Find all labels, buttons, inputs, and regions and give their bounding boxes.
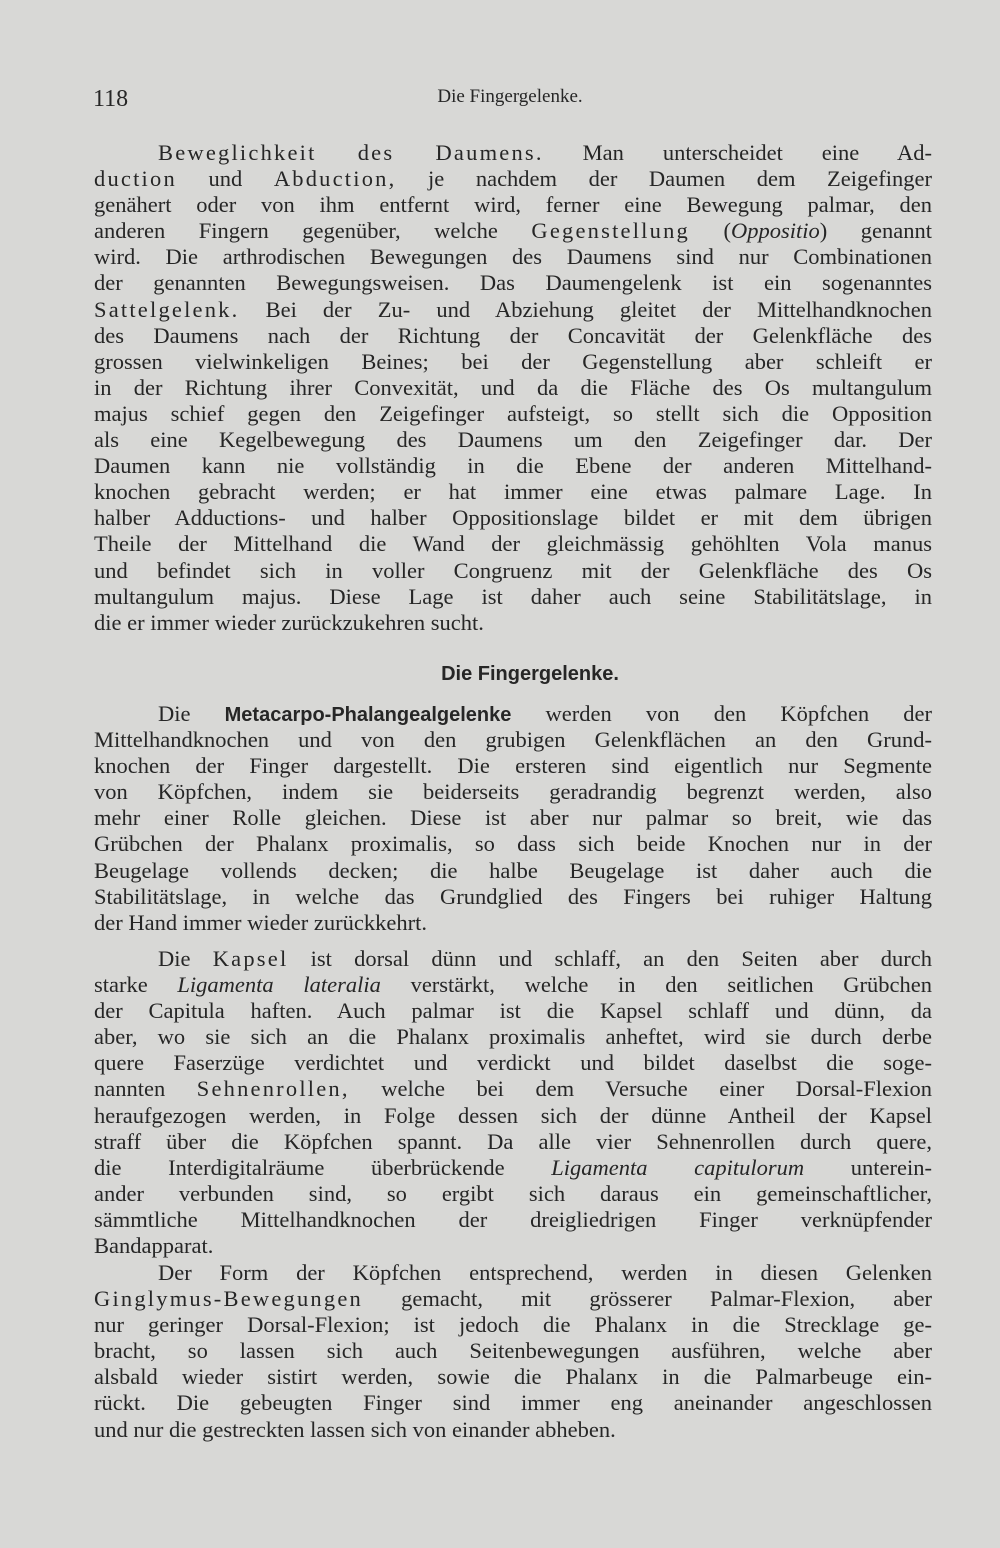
text-run: ( [689,218,731,244]
text-line [94,244,932,270]
text-run: als eine Kegelbewegung des Daumens um den Zeigefinger dar. Der [94,427,932,453]
spaced-term: Ginglymus-Bewegungen [94,1286,363,1312]
text-line [94,401,932,427]
spaced-term: duction [94,166,177,192]
text-run: mehr einer Rolle gleichen. Diese ist aber nur palmar so breit, wie das [94,805,932,831]
text-line [94,1260,932,1286]
paragraph-movements [94,1260,932,1443]
text-line [94,831,932,857]
text-run: ) genannt [819,218,932,244]
text-run: knochen gebracht werden; er hat immer eine etwas palmare Lage. In [94,479,932,505]
text-run: des Daumens nach der Richtung der Concavität der Gelenkfläche des [94,322,932,348]
text-line [94,1024,932,1050]
text-run: Bei der Zu- und Abziehung gleitet der Mittelhandknochen [239,296,932,322]
text-line [94,779,932,805]
spaced-term: Abduction, [273,166,397,192]
text-run: gemacht, mit grösserer Palmar-Flexion, aber [362,1286,932,1312]
text-run: Bandapparat. [94,1233,214,1259]
text-run: Man unterscheidet eine Ad- [543,140,932,165]
text-run: und [176,166,274,192]
text-line [94,1076,932,1102]
text-run: der Capitula haften. Auch palmar ist die Kapsel schlaff und dünn, da [94,998,932,1024]
text-line [94,297,932,323]
text-line [94,218,932,244]
text-line [94,1312,932,1338]
text-run: die er immer wieder zurückzukehren sucht. [94,609,484,635]
text-run: anderen Fingern gegenüber, welche [94,218,532,244]
text-line [94,1103,932,1129]
text-run: wird. Die arthrodischen Bewegungen des Daumens sind nur Combinationen [94,244,932,270]
text-line [94,610,932,636]
text-line [94,505,932,531]
text-run: verstärkt, welche in den seitlichen Grübchen [380,972,932,998]
text-run: heraufgezogen werden, in Folge dessen sich der dünne Antheil der Kapsel [94,1102,932,1128]
text-line [94,349,932,375]
text-run: straff über die Köpfchen spannt. Da alle vier Sehnenrollen durch quere, [94,1128,932,1154]
text-run: Daumen kann nie vollständig in die Ebene der anderen Mittelhand- [94,453,932,479]
text-line [94,701,932,727]
text-run: von Köpfchen, indem sie beiderseits geradrandig begrenzt werden, also [94,779,932,805]
text-run: Grübchen der Phalanx proximalis, so dass sich beide Knochen nur in der [94,831,932,857]
spaced-term: Gegenstellung [531,218,690,244]
text-line [94,479,932,505]
text-run: alsbald wieder sistirt werden, sowie die Phalanx in die Palmarbeuge ein- [94,1364,932,1390]
text-line [94,1181,932,1207]
text-line [94,323,932,349]
text-run: bracht, so lassen sich auch Seitenbewegungen ausführen, welche aber [94,1338,932,1364]
text-line [94,558,932,584]
page-number: 118 [93,86,129,112]
text-run: grossen vielwinkeligen Beines; bei der Gegenstellung aber schleift er [94,348,932,374]
italic-term: Oppositio [731,218,820,244]
bold-term: Metacarpo-Phalangealgelenke [224,704,512,726]
running-head: Die Fingergelenke. [437,86,583,107]
text-line [94,140,932,166]
text-run: werden von den Köpfchen der [511,701,932,726]
text-line [94,453,932,479]
text-run: die Interdigitalräume überbrückende [94,1154,552,1180]
text-run: starke [94,972,178,998]
text-run: und befindet sich in voller Congruenz mit der Gelenkfläche des Os [94,557,932,583]
text-line [94,1233,932,1259]
text-run: majus schief gegen den Zeigefinger aufsteigt, so stellt sich die Opposition [94,400,932,426]
text-line [94,375,932,401]
section-heading: Die Fingergelenke. [441,663,619,685]
spaced-term: Beweglichkeit des Daumens. [158,140,544,165]
text-line [94,1286,932,1312]
text-line [94,972,932,998]
text-line [94,910,932,936]
text-run: Stabilitätslage, in welche das Grundglied des Fingers bei ruhiger Haltung [94,883,932,909]
text-line [94,1129,932,1155]
text-line [94,1364,932,1390]
text-line [94,1155,932,1181]
text-line [94,753,932,779]
text-run: unterein- [804,1154,933,1180]
text-run: Mittelhandknochen und von den grubigen Gelenkflächen an den Grund- [94,727,932,753]
spaced-term: Sehnenrollen, [196,1076,350,1102]
spaced-term: Sattelgelenk. [94,296,240,322]
text-line [94,1050,932,1076]
text-line [94,192,932,218]
text-run: der genannten Bewegungsweisen. Das Daumengelenk ist ein sogenanntes [94,270,932,296]
italic-term: Ligamenta capitulorum [551,1154,805,1180]
text-line [94,1390,932,1416]
text-line [94,584,932,610]
text-run: der Hand immer wieder zurückkehrt. [94,909,427,935]
text-run: Die [158,701,225,726]
text-run: quere Faserzüge verdichtet und verdickt und bildet daselbst die soge- [94,1050,932,1076]
text-run: rückt. Die gebeugten Finger sind immer eng aneinander angeschlossen [94,1390,932,1416]
paragraph-metacarpophalangeal-joints [94,701,932,936]
text-line [94,946,932,972]
text-line [94,805,932,831]
text-run: Theile der Mittelhand die Wand der gleichmässig gehöhlten Vola manus [94,531,932,557]
text-run: und nur die gestreckten lassen sich von einander abheben. [94,1416,616,1442]
italic-term: Ligamenta lateralia [177,972,381,998]
paragraph-capsule [94,946,932,1259]
text-run: halber Adductions- und halber Oppositionslage bildet er mit dem übrigen [94,505,932,531]
text-run: Beugelage vollends decken; die halbe Beugelage ist daher auch die [94,857,932,883]
text-run: ist dorsal dünn und schlaff, an den Seiten aber durch [288,946,932,971]
text-line [94,531,932,557]
paragraph-thumb-mobility [94,140,932,636]
spaced-term: Kapsel [212,946,289,971]
text-line [94,427,932,453]
text-line [94,1417,932,1443]
text-run: ander verbunden sind, so ergibt sich daraus ein gemeinschaftlicher, [94,1180,932,1206]
text-run: nur geringer Dorsal-Flexion; ist jedoch die Phalanx in die Strecklage ge- [94,1312,932,1338]
text-line [94,1207,932,1233]
text-line [94,858,932,884]
text-run: welche bei dem Versuche einer Dorsal-Flexion [349,1076,932,1102]
text-run: aber, wo sie sich an die Phalanx proximalis anheftet, wird sie durch derbe [94,1024,932,1050]
text-run: Der Form der Köpfchen entsprechend, werden in diesen Gelenken [158,1260,932,1285]
text-run: multangulum majus. Diese Lage ist daher auch seine Stabilitätslage, in [94,583,932,609]
text-line [94,884,932,910]
text-line [94,166,932,192]
text-run: sämmtliche Mittelhandknochen der dreigliedrigen Finger verknüpfender [94,1206,932,1232]
text-line [94,270,932,296]
text-line [94,1338,932,1364]
text-run: je nachdem der Daumen dem Zeigefinger [396,166,932,192]
text-line [94,727,932,753]
text-run: knochen der Finger dargestellt. Die ersteren sind eigentlich nur Segmente [94,753,932,779]
text-run: nannten [94,1076,197,1102]
text-run: genähert oder von ihm entfernt wird, ferner eine Bewegung palmar, den [94,192,932,218]
text-run: in der Richtung ihrer Convexität, und da die Fläche des Os multangulum [94,374,932,400]
text-run: Die [158,946,213,971]
text-line [94,998,932,1024]
